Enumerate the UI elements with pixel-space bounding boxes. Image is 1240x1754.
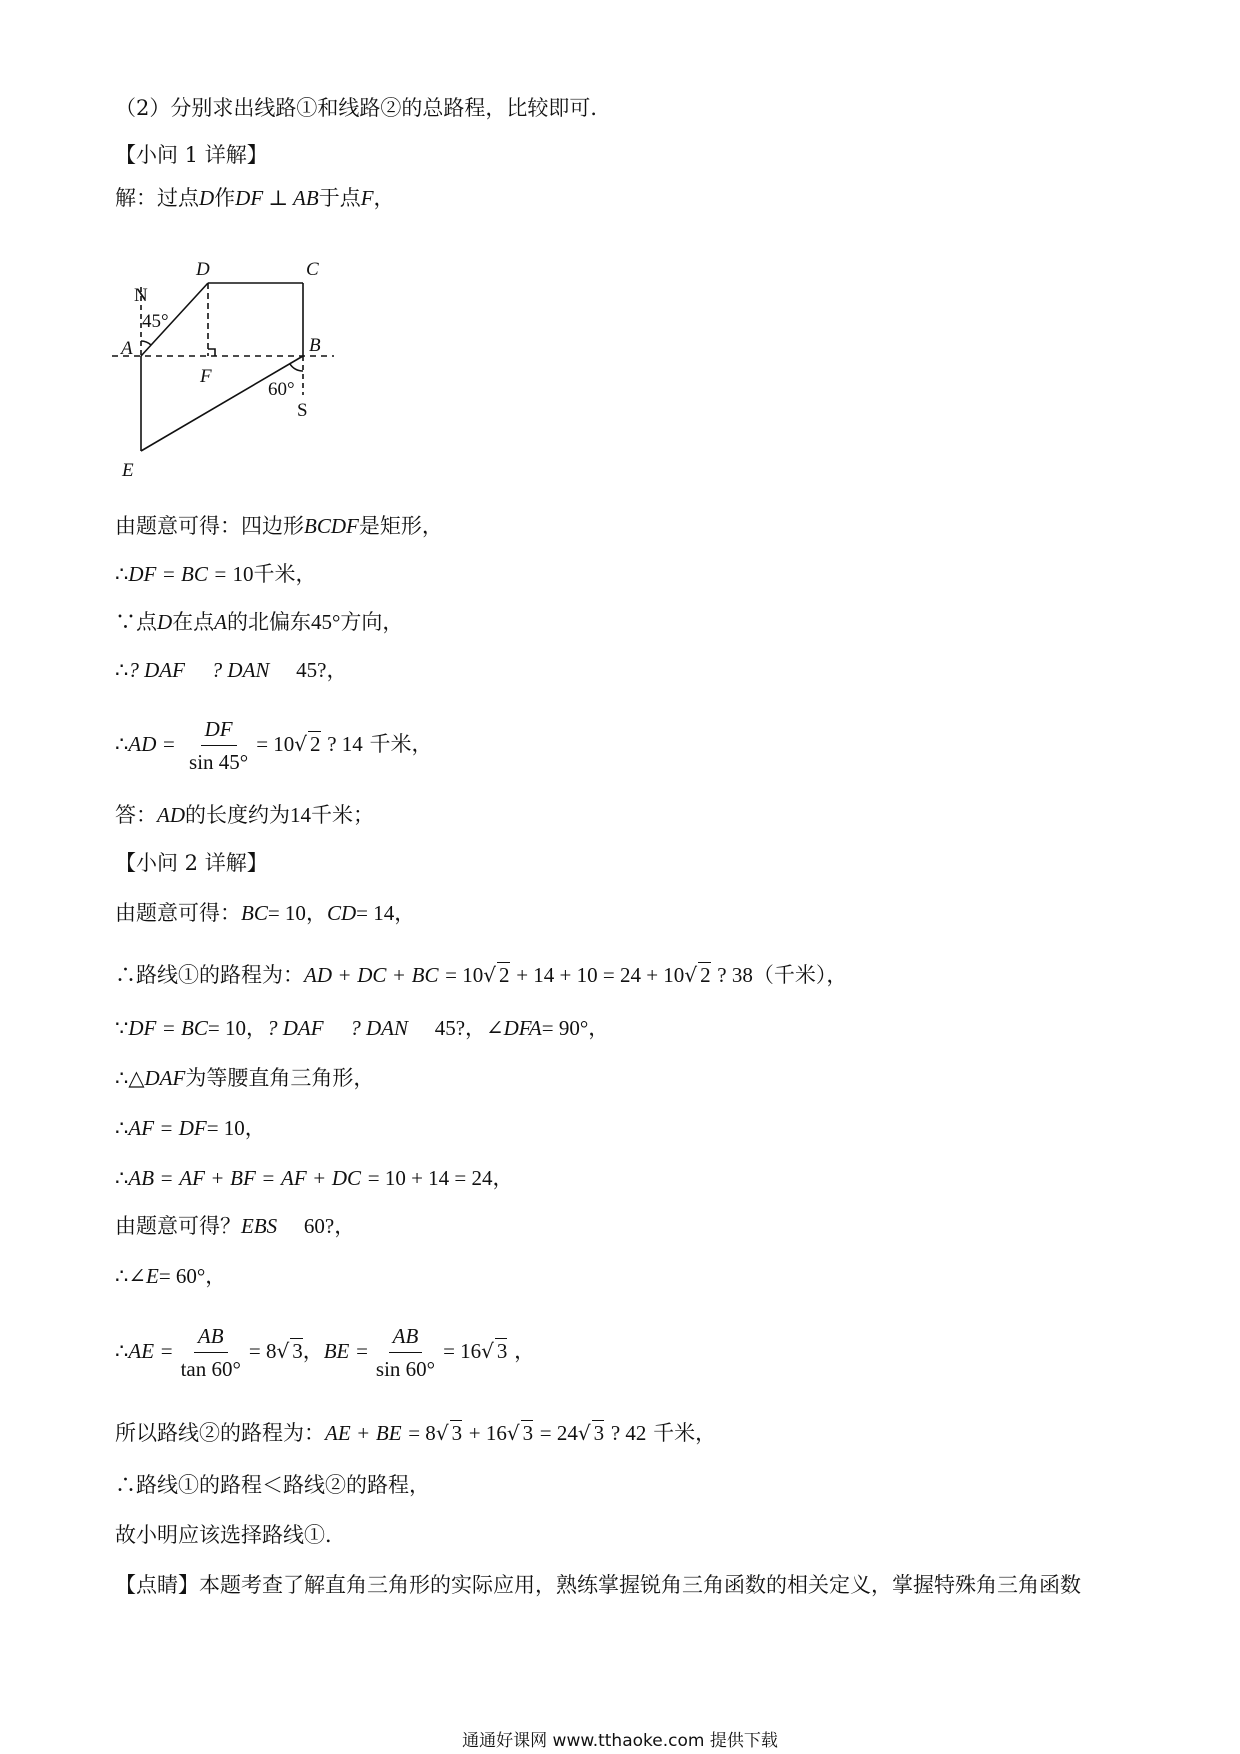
text-line: ∴∠E= 60°， (115, 1264, 227, 1288)
text-line: ∴DF = BC = 10千米， (115, 562, 317, 586)
label-angle-45: 45° (142, 311, 169, 332)
label-c: C (306, 259, 319, 280)
right-angle-mark (208, 349, 215, 356)
text-line: 解：过点D作DF ⊥ AB于点F， (115, 186, 395, 210)
text-line: ∴△DAF为等腰直角三角形， (115, 1066, 375, 1090)
text-line: （2）分别求出线路①和线路②的总路程，比较即可． (115, 96, 612, 120)
text-line: 故小明应该选择路线①． (115, 1523, 346, 1547)
formula-line: ∴AE = $\frac{AB}{\tan 60^\circ}$ = 8√ 3，BE = $\frac{AB}{\sin 60^\circ}$ = 16√ 3 ， (115, 1324, 536, 1381)
label-b: B (309, 335, 321, 356)
text-line: 答：AD的长度约为14千米； (115, 803, 374, 827)
segment-eb (141, 356, 303, 451)
label-d: D (196, 259, 210, 280)
text-line: ∴路线①的路程＜路线②的路程， (115, 1473, 430, 1497)
label-a: A (121, 338, 133, 359)
formula-line: ∴AD = $\frac{DF}{\sin 45^\circ}$ = 10√ 2 ? 14 千米， (115, 717, 433, 774)
text-line: 由题意可得？EBS 60?， (115, 1214, 356, 1238)
label-angle-60: 60° (268, 379, 295, 400)
label-s: S (297, 400, 308, 421)
text-line: ∴AF = DF= 10， (115, 1116, 266, 1140)
section-heading: 【小问 1 详解】 (115, 143, 268, 167)
text-line: 【点睛】本题考查了解直角三角形的实际应用，熟练掌握锐角三角函数的相关定义，掌握特殊角三角函数 (115, 1573, 1081, 1597)
formula-line: ∴路线①的路程为：AD + DC + BC = 10√ 2 + 14 + 10 = 24 + 10√ 2 ? 38（千米）， (115, 963, 848, 987)
geometry-figure (112, 255, 382, 485)
label-e: E (122, 460, 134, 481)
label-n: N (134, 285, 148, 306)
formula-line: 所以路线②的路程为：AE + BE = 8√ 3 + 16√ 3 = 24√ 3 ? 42 千米， (115, 1421, 717, 1445)
text-line: ∴AB = AF + BF = AF + DC = 10 + 14 = 24， (115, 1166, 514, 1190)
angle-arc-a (141, 341, 151, 345)
footer-source: 通通好课网 www.tthaoke.com 提供下载 (462, 1731, 778, 1751)
angle-arc-b (290, 364, 303, 371)
text-line: 由题意可得：BC= 10，CD= 14， (115, 901, 416, 925)
text-line: ∵点D在点A的北偏东45°方向， (115, 610, 404, 634)
text-line: ∴? DAF ? DAN 45?， (115, 658, 348, 682)
section-heading: 【小问 2 详解】 (115, 851, 268, 875)
label-f: F (200, 366, 212, 387)
text-line: 由题意可得：四边形BCDF是矩形， (115, 514, 443, 538)
text-line: ∵DF = BC= 10，? DAF ? DAN 45?，∠DFA= 90°， (115, 1016, 610, 1040)
